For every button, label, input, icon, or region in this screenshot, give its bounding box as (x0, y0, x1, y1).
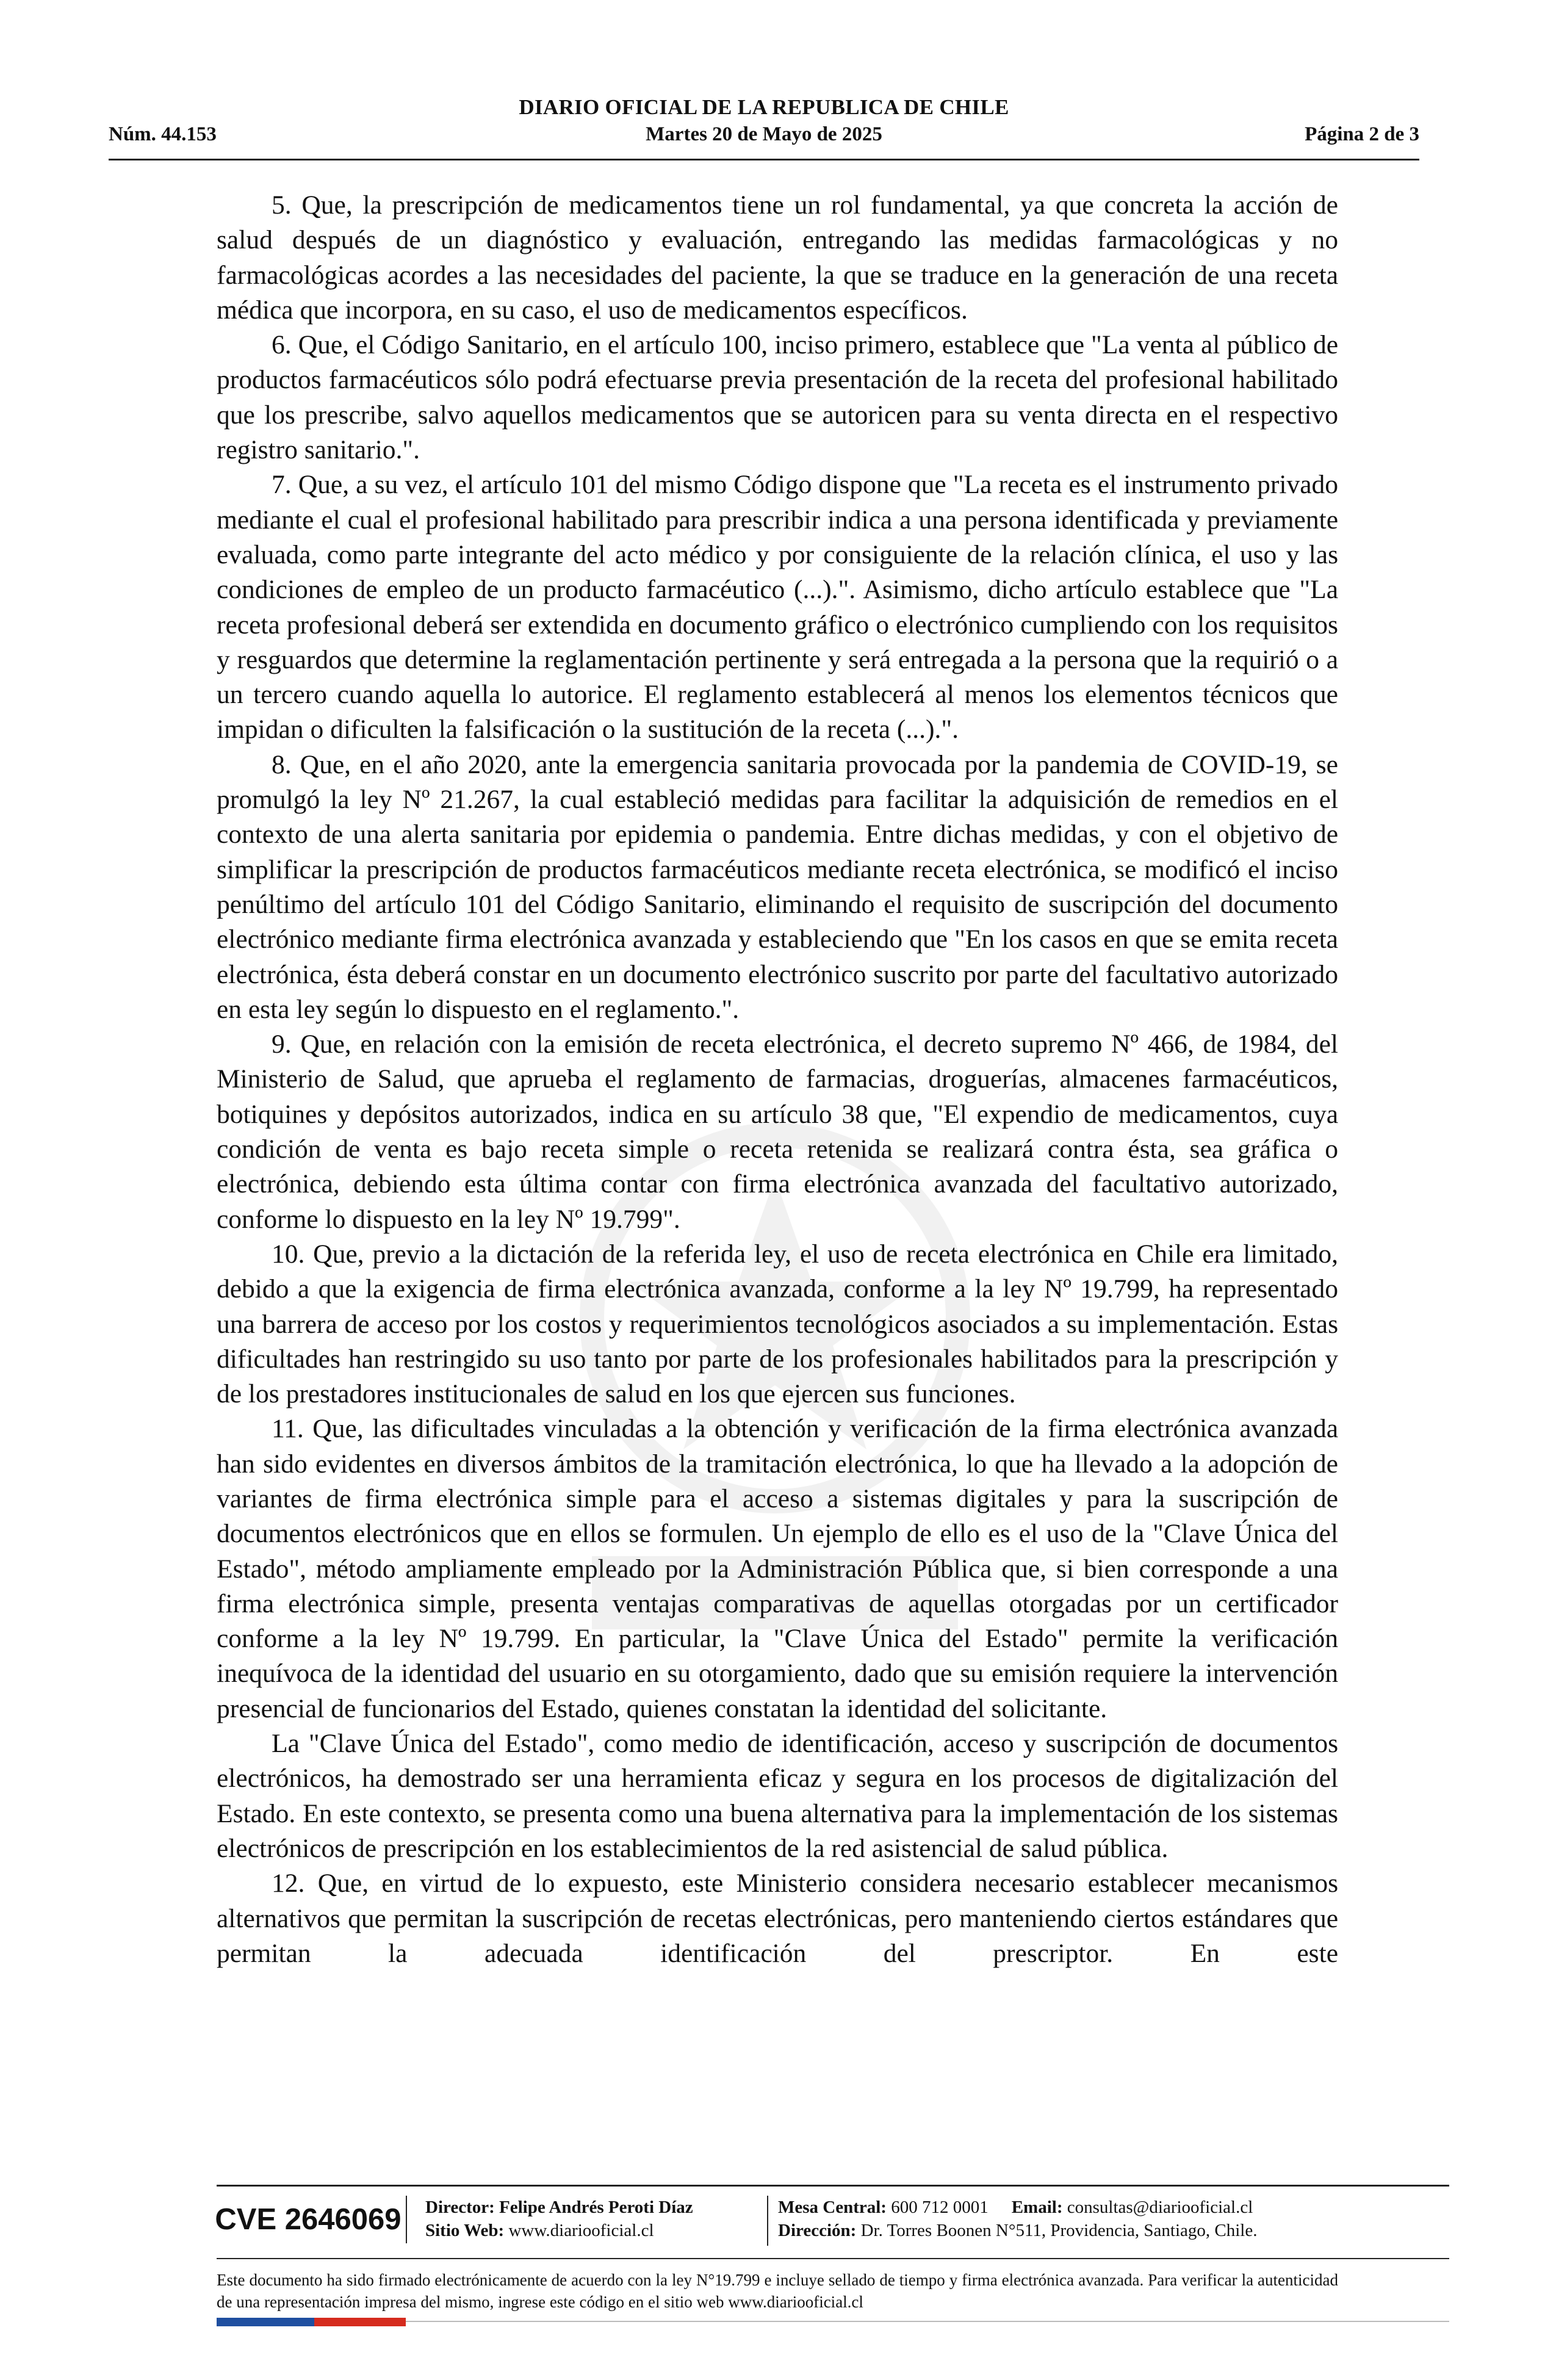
cve-code: CVE 2646069 (211, 2196, 407, 2243)
paragraph-11: 11. Que, las dificultades vinculadas a la obtención y verificación de la firma electrónica avanzada han sido evidentes en diversos ámbitos de la tramitación electrónica, lo que ha llevado a la adopción de variantes de firma electrónica simple para el acceso a sistemas digitales y para la suscripción de documentos electrónicos que en ellos se formulen. Un ejemplo de ello es el uso de la "Clave Única del Estado", método ampliamente empleado por la Administración Pública que, si bien corresponde a una firma electrónica simple, presenta ventajas comparativas de aquellas otorgadas por un certificador conforme a la ley Nº 19.799. En particular, la "Clave Única del Estado" permite la verificación inequívoca de la identidad del usuario en su otorgamiento, dado que su emisión requiere la intervención presencial de funcionarios del Estado, quienes constatan la identidad del solicitante. (217, 1414, 1338, 1723)
flag-stripe-blue (217, 2318, 314, 2326)
footer-mid-rule (217, 2258, 1449, 2259)
signature-note: Este documento ha sido firmado electrónicamente de acuerdo con la ley N°19.799 e incluye sellado de tiempo y firma electrónica avanzada. Para verificar la autenticidad de una representación impresa del mismo, ingrese este código en el sitio web www.diariooficial.cl (217, 2271, 1338, 2311)
paragraph-5: 5. Que, la prescripción de medicamentos tiene un rol fundamental, ya que concreta la acción de salud después de un diagnóstico y evaluación, entregando las medidas farmacológicas y no farmacológicas acordes a las necesidades del paciente, la que se traduce en la generación de una receta médica que incorpora, en su caso, el uso de medicamentos específicos. (217, 190, 1338, 325)
paragraph-11-continued: La "Clave Única del Estado", como medio de identificación, acceso y suscripción de documentos electrónicos, ha demostrado ser una herramienta eficaz y segura en los procesos de digitalización del Estado. En este contexto, se presenta como una buena alternativa para la implementación de los sistemas electrónicos de prescripción en los establecimientos de la red asistencial de salud pública. (217, 1729, 1338, 1863)
mesa-phone: 600 712 0001 (891, 2198, 989, 2217)
newspaper-title: DIARIO OFICIAL DE LA REPUBLICA DE CHILE (519, 95, 1009, 119)
footer-contact-block (778, 2196, 1449, 2242)
footer-top-rule (217, 2185, 1449, 2187)
email-link[interactable]: consultas@diariooficial.cl (1067, 2198, 1253, 2217)
paragraph-7: 7. Que, a su vez, el artículo 101 del mismo Código dispone que "La receta es el instrumento privado mediante el cual el profesional habilitado para prescribir indica a una persona identificada y previamente evaluada, como parte integrante del acto médico y por consiguiente de la relación clínica, el uso y las condiciones de empleo de un producto farmacéutico (...).". Asimismo, dicho artículo establece que "La receta profesional deberá ser extendida en documento gráfico o electrónico cumpliendo con los requisitos y resguardos que determine la reglamentación pertinente y será entregada a la persona que la requirió o a un tercero cuando aquella lo autorice. El reglamento establecerá al menos los elementos técnicos que impidan o dificulten la falsificación o la sustitución de la receta (...).". (217, 470, 1338, 745)
footer-director-block (425, 2196, 768, 2246)
address-label: Dirección: (778, 2221, 857, 2240)
director-name: Felipe Andrés Peroti Díaz (499, 2198, 693, 2217)
footer-bottom-rule (406, 2321, 1449, 2322)
email-label: Email: (1011, 2198, 1063, 2217)
paragraph-8: 8. Que, en el año 2020, ante la emergencia sanitaria provocada por la pandemia de COVID-19, se promulgó la ley Nº 21.267, la cual estableció medidas para facilitar la adquisición de remedios en el contexto de una alerta sanitaria por epidemia o pandemia. Entre dichas medidas, y con el objetivo de simplificar la prescripción de productos farmacéuticos mediante receta electrónica, se modificó el inciso penúltimo del artículo 101 del Código Sanitario, eliminando el requisito de suscripción del documento electrónico mediante firma electrónica avanzada y estableciendo que "En los casos en que se emita receta electrónica, ésta deberá constar en un documento electrónico suscrito por parte del facultativo autorizado en esta ley según lo dispuesto en el reglamento.". (217, 749, 1338, 1024)
paragraph-9: 9. Que, en relación con la emisión de receta electrónica, el decreto supremo Nº 466, de 1984, del Ministerio de Salud, que aprueba el reglamento de farmacias, droguerías, almacenes farmacéuticos, botiquines y depósitos autorizados, indica en su artículo 38 que, "El expendio de medicamentos, cuya condición de venta es bajo receta simple o receta retenida se realizará contra ésta, sea gráfica o electrónica, debiendo esta última contar con firma electrónica avanzada del facultativo autorizado, conforme lo dispuesto en la ley Nº 19.799". (217, 1030, 1338, 1234)
page-number: Página 2 de 3 (1305, 123, 1419, 145)
director-label: Director: (425, 2198, 495, 2217)
paragraph-12: 12. Que, en virtud de lo expuesto, este Ministerio considera necesario establecer mecanismos alternativos que permitan la suscripción de recetas electrónicas, pero manteniendo ciertos estándares que permitan la adecuada identificación del prescriptor. En este (217, 1869, 1338, 1968)
web-label: Sitio Web: (425, 2221, 505, 2240)
page-header (109, 92, 1419, 160)
paragraph-10: 10. Que, previo a la dictación de la referida ley, el uso de receta electrónica en Chile era limitado, debido a que la exigencia de firma electrónica avanzada, conforme a la ley Nº 19.799, ha representado una barrera de acceso por los costos y requerimientos tecnológicos asociados a su implementación. Estas dificultades han restringido su uso tanto por parte de los profesionales habilitados para la prescripción y de los prestadores institucionales de salud en los que ejercen sus funciones. (217, 1239, 1338, 1409)
address-value: Dr. Torres Boonen N°511, Providencia, Santiago, Chile. (860, 2221, 1258, 2240)
header-row (109, 123, 1419, 146)
issue-date: Martes 20 de Mayo de 2025 (646, 123, 882, 145)
paragraph-6: 6. Que, el Código Sanitario, en el artículo 100, inciso primero, establece que "La venta al público de productos farmacéuticos sólo podrá efectuarse previa presentación de la receta del profesional habilitado que los prescribe, salvo aquellos medicamentos que se autoricen para su venta directa en el respectivo registro sanitario.". (217, 330, 1338, 465)
flag-stripe-red (314, 2318, 406, 2326)
issue-number: Núm. 44.153 (109, 123, 217, 145)
web-link[interactable]: www.diariooficial.cl (508, 2221, 654, 2240)
document-body (217, 188, 1338, 1971)
mesa-label: Mesa Central: (778, 2198, 887, 2217)
